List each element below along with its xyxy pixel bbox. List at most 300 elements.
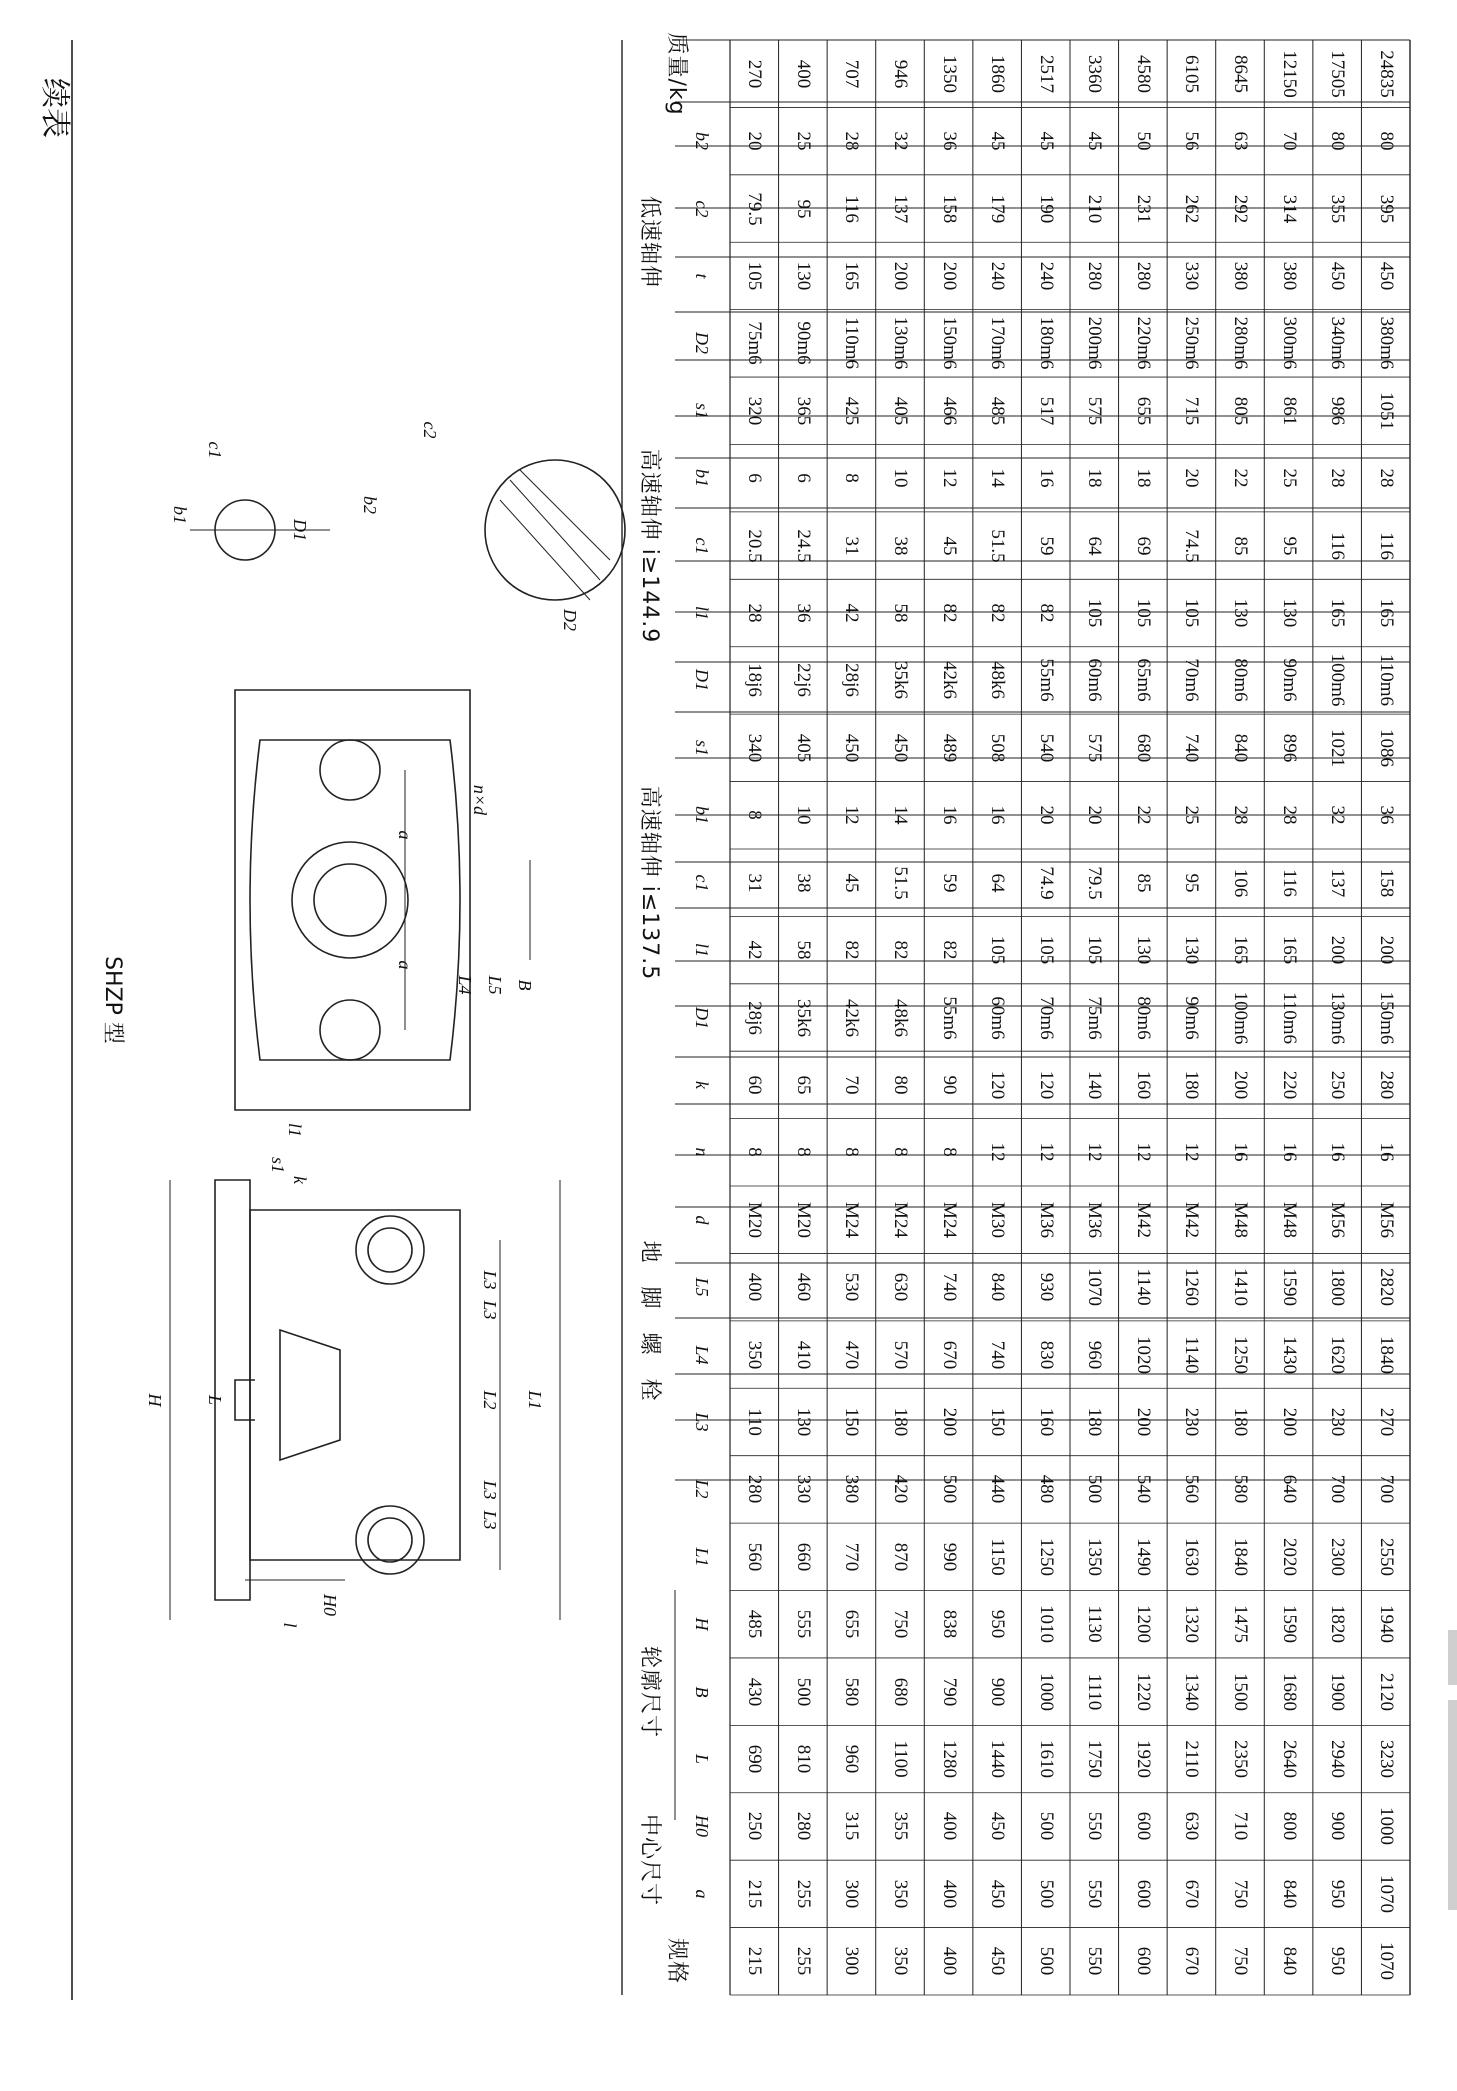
table-cell: 655 (1132, 396, 1154, 426)
table-cell: 28 (1230, 805, 1251, 825)
table-cell: 400 (744, 1272, 766, 1302)
table-cell: 75m6 (744, 321, 766, 365)
table-cell: 45 (1084, 131, 1106, 151)
table-cell: 1100 (890, 1740, 911, 1778)
table-cell: 680 (1132, 733, 1154, 763)
table-cell: 12 (1132, 1142, 1154, 1162)
dim-label-l: l (280, 1622, 300, 1628)
column-header: D1 (692, 1006, 712, 1029)
table-cell: 790 (938, 1677, 960, 1706)
table-cell: 20 (1035, 805, 1057, 825)
table-cell: 165 (1230, 935, 1251, 965)
table-cell: M24 (890, 1201, 911, 1238)
column-header: L3 (692, 1412, 712, 1432)
table-cell: 280 (1084, 261, 1106, 291)
table-cell: 48k6 (987, 661, 1009, 700)
table-cell: 2940 (1327, 1740, 1349, 1779)
table-cell: 280m6 (1230, 316, 1251, 370)
table-cell: 80 (1375, 131, 1397, 151)
dim-label-L3: L3 (480, 1480, 500, 1500)
dim-label-b1: b1 (170, 506, 190, 524)
table-cell: 75m6 (1084, 995, 1106, 1040)
table-cell: 250 (744, 1812, 766, 1841)
table-cell: 600 (1132, 1812, 1154, 1841)
table-cell: 12 (1035, 1142, 1057, 1162)
table-cell: 65m6 (1132, 658, 1154, 703)
table-cell: 896 (1278, 733, 1300, 763)
column-header: H0 (692, 1815, 712, 1838)
table-cell: 262 (1181, 194, 1203, 223)
table-cell: 90m6 (792, 321, 814, 365)
table-cell: 70 (1278, 131, 1300, 151)
dim-label-c1: c1 (205, 441, 225, 459)
table-cell: 8645 (1230, 54, 1251, 93)
table-cell: M48 (1230, 1201, 1251, 1238)
table-cell: 110 (744, 1408, 766, 1436)
table-cell: 69 (1132, 536, 1154, 556)
table-cell: 990 (938, 1542, 960, 1572)
table-cell: 1840 (1230, 1537, 1251, 1576)
table-cell: 230 (1327, 1407, 1349, 1437)
table-cell: 59 (938, 873, 960, 893)
table-cell: 740 (987, 1340, 1009, 1369)
top-view-output-bore-inner (314, 864, 386, 936)
table-cell: 150 (987, 1407, 1009, 1437)
table-cell: 1200 (1132, 1605, 1154, 1644)
table-cell: 600 (1132, 1879, 1154, 1909)
table-cell: 90m6 (1278, 658, 1300, 703)
table-cell: 16 (1375, 1142, 1397, 1162)
table-cell: 440 (987, 1475, 1009, 1504)
table-cell: 180 (890, 1407, 911, 1437)
table-cell: 1250 (1035, 1537, 1057, 1576)
table-cell: 400 (938, 1947, 960, 1976)
table-cell: 840 (1230, 733, 1251, 763)
group-header-hs1: 高速轴伸 i≤137.5 (636, 785, 662, 980)
table-cell: 180 (1084, 1407, 1106, 1437)
dim-label-L4: L4 (455, 975, 475, 995)
table-cell: 1320 (1181, 1605, 1203, 1644)
table-cell: 16 (938, 805, 960, 825)
table-cell: 18 (1084, 468, 1106, 488)
table-cell: 200 (1327, 935, 1349, 965)
table-cell: 530 (841, 1272, 863, 1302)
dim-label-L: L (205, 1394, 225, 1405)
dim-label-H0: H0 (320, 1594, 340, 1616)
table-cell: 340 (744, 733, 766, 763)
table-cell: 45 (841, 873, 863, 893)
table-cell: 1140 (1181, 1335, 1203, 1374)
table-cell: 116 (1375, 531, 1397, 560)
table-cell: 405 (792, 733, 814, 763)
table-cell: 200 (938, 261, 960, 291)
table-cell: 540 (1132, 1475, 1154, 1504)
table-cell: 179 (987, 194, 1009, 223)
table-cell: 85 (1230, 536, 1251, 556)
table-cell: 210 (1084, 194, 1106, 223)
table-cell: 6105 (1181, 54, 1203, 93)
table-cell: 270 (744, 59, 766, 88)
dim-label-D2: D2 (560, 609, 580, 631)
table-cell: 116 (841, 194, 863, 223)
table-cell: 22 (1230, 468, 1251, 488)
table-cell: 485 (744, 1609, 766, 1639)
column-header: s1 (692, 402, 712, 419)
table-cell: 105 (1084, 935, 1106, 965)
table-cell: 400 (792, 59, 814, 88)
table-cell: 1590 (1278, 1605, 1300, 1644)
table-cell: 18j6 (744, 663, 766, 698)
table-cell: 1630 (1181, 1537, 1203, 1576)
group-header-mass: 质量/kg (664, 32, 689, 116)
column-header: H (692, 1617, 712, 1631)
table-cell: M56 (1327, 1201, 1349, 1238)
table-cell: 200 (938, 1407, 960, 1437)
table-cell: 550 (1084, 1947, 1106, 1976)
table-cell: 106 (1230, 868, 1251, 897)
table-cell: 861 (1278, 396, 1300, 426)
table-cell: 1021 (1327, 728, 1349, 767)
table-cell: 51.5 (987, 528, 1009, 563)
table-cell: 560 (1181, 1475, 1203, 1504)
table-cell: 240 (987, 261, 1009, 291)
table-cell: 8 (841, 473, 863, 483)
table-cell: 82 (1035, 603, 1057, 623)
table-cell: 110m6 (1375, 654, 1397, 707)
table-cell: 580 (1230, 1475, 1251, 1504)
table-cell: M42 (1132, 1201, 1154, 1238)
table-cell: 380 (1230, 261, 1251, 291)
table-cell: 670 (938, 1340, 960, 1369)
dim-label-L5: L5 (485, 975, 505, 995)
table-cell: 12 (938, 468, 960, 488)
table-cell: 750 (1230, 1879, 1251, 1909)
table-cell: 90 (938, 1075, 960, 1095)
table-cell: 105 (1084, 598, 1106, 628)
column-header: L1 (692, 1547, 712, 1567)
table-cell: 95 (792, 199, 814, 219)
table-cell: 28 (1278, 805, 1300, 825)
table-cell: 65 (792, 1075, 814, 1095)
table-cell: 840 (1278, 1947, 1300, 1976)
table-cell: 74.5 (1181, 528, 1203, 563)
table-cell: 3360 (1084, 54, 1106, 93)
table-cell: 42 (744, 940, 766, 960)
table-cell: 48k6 (890, 998, 911, 1037)
table-cell: 90m6 (1181, 995, 1203, 1040)
table-cell: 2300 (1327, 1537, 1349, 1576)
table-cell: 300 (841, 1879, 863, 1909)
table-cell: M20 (744, 1201, 766, 1238)
table-cell: 56 (1181, 131, 1203, 151)
table-cell: 8 (744, 1147, 766, 1158)
front-view-bearing-circle (356, 1506, 424, 1574)
table-cell: 105 (1035, 935, 1057, 965)
table-cell: 16 (987, 805, 1009, 825)
table-cell: 1680 (1278, 1672, 1300, 1711)
table-cell: 750 (890, 1609, 911, 1639)
dim-label-D1: D1 (290, 519, 310, 541)
table-cell: 1220 (1132, 1672, 1154, 1711)
table-cell: 950 (1327, 1947, 1349, 1976)
table-cell: 8 (792, 1147, 814, 1158)
table-cell: 430 (744, 1677, 766, 1706)
table-cell: 550 (1084, 1812, 1106, 1841)
table-cell: 250m6 (1181, 316, 1203, 370)
table-cell: 231 (1132, 194, 1154, 223)
table-cell: 838 (938, 1609, 960, 1639)
table-cell: 450 (841, 733, 863, 763)
table-cell: 395 (1375, 194, 1397, 223)
table-cell: 200 (890, 261, 911, 291)
table-cell: 63 (1230, 131, 1251, 151)
table-cell: 1840 (1375, 1335, 1397, 1374)
table-cell: 350 (744, 1340, 766, 1369)
table-cell: 240 (1035, 261, 1057, 291)
table-cell: 200 (1278, 1407, 1300, 1437)
table-cell: 870 (890, 1542, 911, 1572)
table-cell: 300m6 (1278, 316, 1300, 370)
table-cell: 58 (792, 940, 814, 960)
table-cell: 220m6 (1132, 316, 1154, 370)
table-cell: M56 (1375, 1201, 1397, 1238)
table-cell: 55m6 (938, 995, 960, 1040)
table-cell: 280 (1132, 261, 1154, 291)
table-cell: 220 (1278, 1070, 1300, 1100)
table-cell: 100m6 (1230, 991, 1251, 1044)
table-cell: 1140 (1132, 1268, 1154, 1306)
table-cell: 255 (792, 1947, 814, 1976)
table-cell: 180 (1230, 1407, 1251, 1437)
table-cell: 200m6 (1084, 316, 1106, 370)
table-cell: 960 (841, 1744, 863, 1774)
table-cell: 986 (1327, 396, 1349, 426)
table-cell: 190 (1035, 194, 1057, 223)
table-cell: 95 (1278, 536, 1300, 556)
table-cell: 70m6 (1181, 658, 1203, 703)
table-cell: 1051 (1375, 391, 1397, 430)
table-cell: 355 (1327, 194, 1349, 223)
table-cell: 320 (744, 396, 766, 426)
table-cell: 630 (890, 1272, 911, 1302)
table-cell: 485 (987, 396, 1009, 426)
table-cell: 960 (1084, 1340, 1106, 1369)
dim-label-L1: L1 (525, 1390, 545, 1410)
table-cell: 165 (1278, 935, 1300, 965)
table-cell: 130 (1132, 935, 1154, 965)
table-cell: 517 (1035, 396, 1057, 426)
table-cell: 740 (1181, 733, 1203, 763)
table-cell: 31 (841, 536, 863, 556)
table-cell: 20 (744, 131, 766, 151)
table-cell: 150m6 (1375, 991, 1397, 1044)
table-cell: 1500 (1230, 1672, 1251, 1711)
table-cell: 80 (1327, 131, 1349, 151)
table-cell: 1070 (1375, 1874, 1397, 1913)
table-cell: 130 (1230, 598, 1251, 628)
table-cell: 80m6 (1132, 995, 1154, 1040)
table-cell: 425 (841, 396, 863, 426)
table-cell: 116 (1278, 868, 1300, 897)
table-cell: 82 (938, 603, 960, 623)
table-cell: 64 (987, 873, 1009, 893)
table-cell: 840 (987, 1272, 1009, 1302)
table-cell: 28 (1375, 468, 1397, 488)
table-cell: 470 (841, 1340, 863, 1369)
table-cell: 660 (792, 1542, 814, 1572)
table-cell: 700 (1327, 1475, 1349, 1504)
table-cell: 80 (890, 1075, 911, 1095)
table-cell: 2640 (1278, 1740, 1300, 1779)
table-cell: 25 (792, 131, 814, 151)
table-cell: 1350 (1084, 1537, 1106, 1576)
dim-label-L3: L3 (480, 1270, 500, 1290)
table-cell: 1250 (1230, 1335, 1251, 1374)
table-cell: 840 (1278, 1879, 1300, 1909)
table-cell: 707 (841, 59, 863, 88)
table-cell: 160 (1035, 1407, 1057, 1437)
column-header: l1 (692, 943, 712, 958)
table-cell: 700 (1375, 1475, 1397, 1504)
front-view-bearing-inner (368, 1518, 412, 1562)
group-header-hs2: 高速轴伸 i≥144.9 (636, 448, 662, 643)
table-cell: 1820 (1327, 1605, 1349, 1644)
table-cell: 51.5 (890, 866, 911, 900)
table-cell: 1620 (1327, 1335, 1349, 1374)
table-cell: 380 (841, 1475, 863, 1504)
table-cell: 300 (841, 1947, 863, 1976)
table-cell: 150m6 (938, 316, 960, 370)
table-cell: 110m6 (1278, 991, 1300, 1044)
table-cell: 1010 (1035, 1605, 1057, 1644)
table-cell: 28 (1327, 468, 1349, 488)
table-cell: 315 (841, 1812, 863, 1841)
table-cell: 2020 (1278, 1537, 1300, 1576)
table-cell: M36 (1084, 1201, 1106, 1238)
table-cell: 1860 (987, 54, 1009, 93)
table-cell: 380 (1278, 261, 1300, 291)
table-cell: 810 (792, 1744, 814, 1774)
table-cell: 500 (1084, 1475, 1106, 1504)
table-cell: M20 (792, 1201, 814, 1238)
table-cell: 130 (1181, 935, 1203, 965)
table-cell: 2120 (1375, 1672, 1397, 1711)
table-cell: 215 (744, 1947, 766, 1976)
group-header-center: 中心尺寸 (636, 1814, 662, 1907)
table-cell: 105 (1132, 598, 1154, 628)
table-cell: 2350 (1230, 1740, 1251, 1779)
table-cell: 58 (890, 603, 911, 623)
table-cell: 12 (841, 805, 863, 825)
front-view-body (250, 1210, 460, 1560)
table-cell: 8 (890, 1147, 911, 1158)
continued-label: 续表 (37, 78, 72, 138)
table-cell: 3230 (1375, 1740, 1397, 1779)
table-cell: 100m6 (1327, 654, 1349, 707)
table-cell: 20 (1084, 805, 1106, 825)
table-cell: 555 (792, 1609, 814, 1639)
table-cell: 805 (1230, 396, 1251, 426)
top-view-body (235, 690, 470, 1110)
table-cell: 330 (1181, 261, 1203, 291)
front-view-bearing-circle (356, 1216, 424, 1284)
table-cell: 120 (987, 1070, 1009, 1100)
table-cell: 25 (1181, 805, 1203, 825)
table-cell: 200 (1230, 1070, 1251, 1100)
shaft-hatch (500, 470, 610, 600)
table-cell: 900 (1327, 1812, 1349, 1841)
table-cell: 28 (744, 603, 766, 623)
table-cell: 340m6 (1327, 316, 1349, 370)
table-cell: 540 (1035, 733, 1057, 763)
table-cell: 1110 (1084, 1673, 1106, 1710)
table-cell: 255 (792, 1879, 814, 1909)
table-cell: 16 (1278, 1142, 1300, 1162)
table-cell: 280 (1375, 1070, 1397, 1100)
table-cell: 38 (890, 536, 911, 556)
top-view-housing (250, 740, 460, 1060)
table-cell: 1900 (1327, 1672, 1349, 1711)
table-cell: 200 (1132, 1407, 1154, 1437)
front-view-bearing-inner (368, 1228, 412, 1272)
table-cell: 280 (792, 1812, 814, 1841)
dim-label-nxd: n×d (470, 784, 490, 816)
table-cell: 59 (1035, 536, 1057, 556)
table-cell: 8 (744, 810, 766, 820)
table-cell: 420 (890, 1475, 911, 1504)
table-cell: 655 (841, 1609, 863, 1639)
table-cell: 900 (987, 1677, 1009, 1706)
table-cell: 1610 (1035, 1740, 1057, 1779)
dim-label-l1: l1 (285, 1122, 305, 1137)
table-cell: 946 (890, 59, 911, 88)
table-cell: 560 (744, 1542, 766, 1572)
table-cell: 570 (890, 1340, 911, 1369)
table-cell: 1350 (938, 54, 960, 93)
table-cell: 1940 (1375, 1605, 1397, 1644)
table-cell: 60 (744, 1075, 766, 1095)
table-cell: 1800 (1327, 1268, 1349, 1307)
table-cell: 950 (1327, 1879, 1349, 1909)
table-cell: 1920 (1132, 1740, 1154, 1779)
column-header: k (692, 1080, 712, 1089)
table-cell: M48 (1278, 1201, 1300, 1238)
table-cell: 116 (1327, 531, 1349, 560)
dim-label-L3: L3 (480, 1510, 500, 1530)
table-cell: 450 (1327, 261, 1349, 291)
table-cell: 42k6 (841, 998, 863, 1037)
table-cell: 640 (1278, 1475, 1300, 1504)
table-cell: 1150 (987, 1538, 1009, 1576)
table-cell: 180 (1181, 1070, 1203, 1100)
column-header: d (692, 1215, 712, 1225)
table-cell: 1000 (1375, 1807, 1397, 1846)
table-cell: 50 (1132, 131, 1154, 151)
table-cell: 580 (841, 1677, 863, 1706)
table-cell: 1440 (987, 1740, 1009, 1779)
table-cell: 24835 (1375, 49, 1397, 98)
table-cell: 4580 (1132, 54, 1154, 93)
table-cell: 8 (841, 1147, 863, 1158)
table-cell: 12 (1084, 1142, 1106, 1162)
table-cell: 365 (792, 396, 814, 426)
column-header: t (692, 273, 712, 279)
dim-label-s1: s1 (268, 1156, 288, 1173)
table-cell: 500 (792, 1677, 814, 1706)
column-header: a (692, 1889, 712, 1899)
column-header: b1 (692, 469, 712, 488)
table-cell: 1130 (1084, 1605, 1106, 1643)
